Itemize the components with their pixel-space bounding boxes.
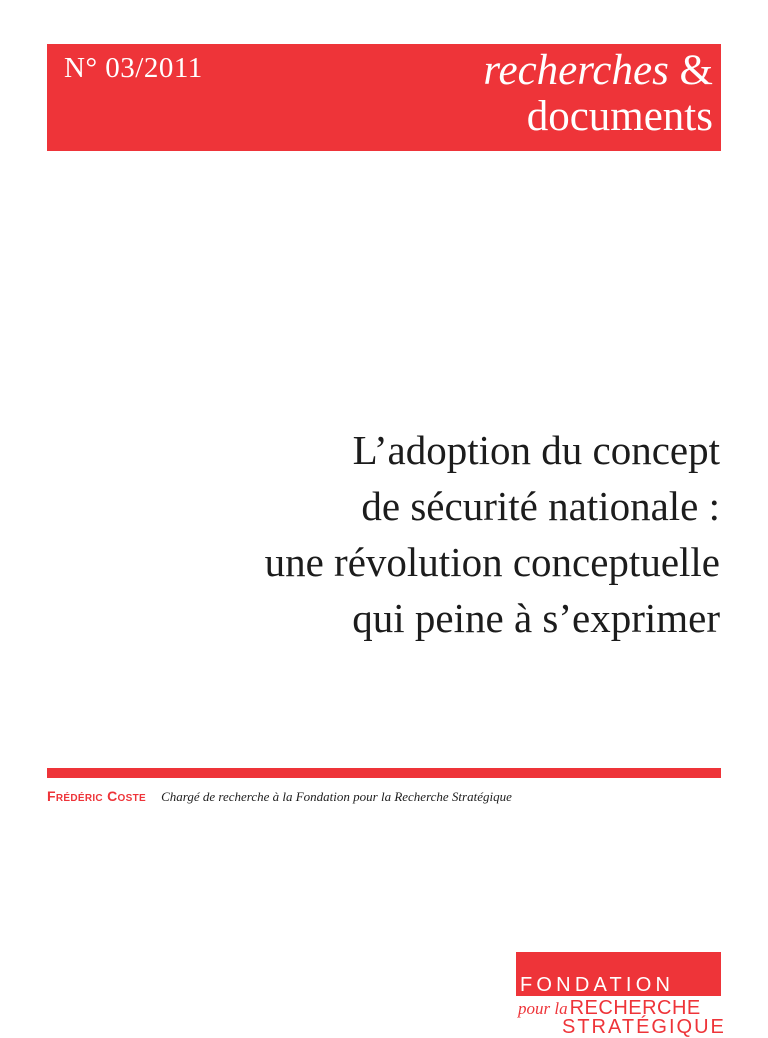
header-band (47, 44, 721, 151)
author-name: Frédéric Coste (47, 788, 146, 804)
logo-line-3: STRATÉGIQUE (562, 1016, 726, 1038)
document-title (80, 422, 720, 646)
logo-line-1: FONDATION (520, 974, 675, 996)
series-title (483, 48, 713, 140)
title-line-1: L’adoption du concept (352, 427, 720, 473)
issue-number: N° 03/2011 (64, 52, 203, 84)
series-title-ampersand: & (668, 47, 713, 94)
author-line (47, 786, 721, 805)
logo-line-2-small: pour la (518, 999, 568, 1018)
author-role: Chargé de recherche à la Fondation pour la Recherche Stratégique (161, 789, 512, 804)
logo-line-2-big: RECHERCHE (569, 997, 701, 1019)
series-title-line2: documents (526, 93, 713, 140)
title-line-3: une révolution conceptuelle (264, 539, 720, 585)
publisher-logo (516, 952, 726, 1038)
author-divider (47, 768, 721, 778)
title-line-2: de sécurité nationale : (361, 483, 720, 529)
title-line-4: qui peine à s’exprimer (352, 595, 720, 641)
series-title-italic: recherches (483, 47, 669, 94)
